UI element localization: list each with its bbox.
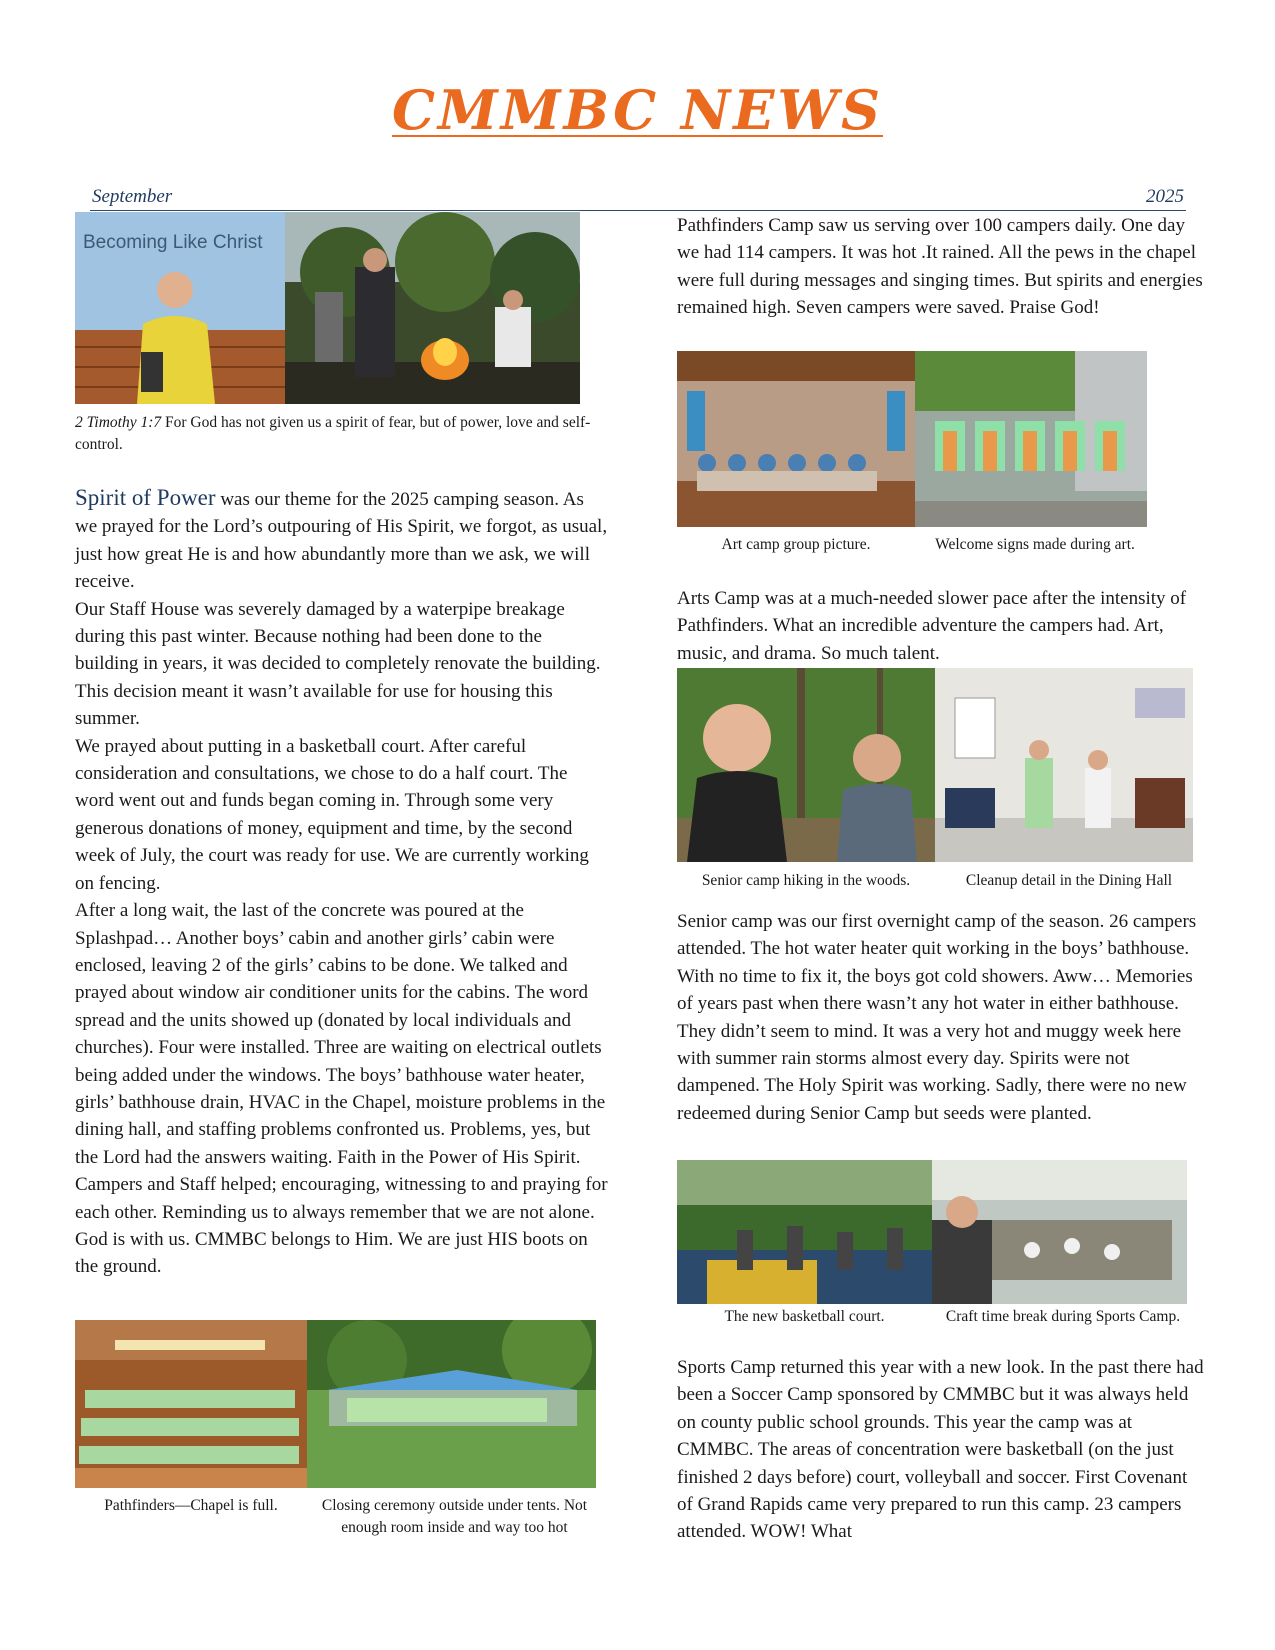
issue-month: September	[92, 186, 173, 207]
left-paragraph-4: After a long wait, the last of the concrete was poured at the Splashpad… Another boys’ cabin and another girls’ cabin were enclosed, leaving 2 of the girls’ cabins to be done. We talked and prayed about window air conditioner units for the cabins. The word spread and the units showed up (donated by local individuals and churches). Four were installed. Three are waiting on electrical outlets being added under the windows. The boys’ bathhouse water heater, girls’ bathhouse drain, HVAC in the Chapel, moisture problems in the dining hall, and staffing problems confronted us. Problems, yes, but the Lord had the answers waiting. Faith in the Power of His Spirit. Campers and Staff helped; encouraging, witnessing to and praying for each other. Reminding us to always remember that we are not alone. God is with us. CMMBC belongs to Him. We are just HIS boots on the ground.	[75, 900, 608, 1278]
dining-hall-caption: Cleanup detail in the Dining Hall	[965, 872, 1173, 889]
left-paragraph-2: Our Staff House was severely damaged by a waterpipe breakage during this past winter. Because nothing had been done to the building in years, it was decided to completely renovate the building. This decision meant it wasn’t available for use for housing this summer.	[75, 598, 601, 730]
newsletter-title: CMMBC NEWS	[391, 78, 884, 142]
verse-caption	[75, 412, 600, 456]
dining-hall-photo	[935, 668, 1193, 862]
craft-break-photo	[932, 1160, 1187, 1304]
chapel-photo	[75, 1320, 307, 1488]
art-camp-caption: Art camp group picture.	[721, 536, 871, 553]
dateline	[90, 186, 1186, 211]
left-article	[75, 484, 610, 1281]
speaker-photo	[75, 212, 285, 404]
hiking-caption: Senior camp hiking in the woods.	[701, 872, 911, 889]
issue-year: 2025	[1146, 186, 1184, 207]
basketball-court-photo	[677, 1160, 932, 1304]
welcome-signs-photo	[915, 351, 1147, 527]
hiking-photo	[677, 668, 935, 862]
pathfinders-paragraph: Pathfinders Camp saw us serving over 100 campers daily. One day we had 114 campers. It was hot .It rained. All the pews in the chapel were full during messages and singing times. But spirits and energies remained high. Seven campers were saved. Praise God!	[677, 215, 1203, 319]
arts-paragraph: Arts Camp was at a much-needed slower pace after the intensity of Pathfinders. What an incredible adventure the campers had. Art, music, and drama. So much talent.	[677, 588, 1187, 664]
sports-paragraph: Sports Camp returned this year with a new look. In the past there had been a Soccer Camp sponsored by CMMBC but it was always held on county public school grounds. This year the camp was at CMMBC. The areas of concentration were basketball (on the just finished 2 days before) court, volleyball and soccer. First Covenant of Grand Rapids came very prepared to run this camp. 23 campers attended. WOW! What	[677, 1357, 1204, 1543]
tents-photo	[307, 1320, 596, 1488]
basketball-court-caption: The new basketball court.	[724, 1308, 885, 1325]
tents-caption: Closing ceremony outside under tents. Not enough room inside and way too hot	[321, 1497, 588, 1536]
left-paragraph-3: We prayed about putting in a basketball court. After careful consideration and consultations, we chose to do a half court. The word went out and funds began coming in. Through some very generous donations of money, equipment and time, by the second week of July, the court was ready for use. We are currently working on fencing.	[75, 735, 589, 894]
left-paragraph-1: was our theme for the 2025 camping season. As we prayed for the Lord’s outpouring of His Spirit, we forgot, as usual, just how great He is and how abundantly more than we ask, we will receive.	[75, 489, 608, 593]
slide-text: Becoming Like Christ	[83, 232, 263, 253]
verse-reference: 2 Timothy 1:7	[75, 414, 162, 431]
chapel-caption: Pathfinders—Chapel is full.	[104, 1497, 278, 1514]
verse-text: For God has not given us a spirit of fear, but of power, love and self-control.	[75, 414, 591, 453]
senior-paragraph: Senior camp was our first overnight camp of the season. 26 campers attended. The hot water heater quit working in the boys’ bathhouse. With no time to fix it, the boys got cold showers. Aww… Memories of years past when there wasn’t any hot water in either bathhouse. They didn’t seem to mind. It was a very hot and muggy week here with summer rain storms almost every day. Spirits were not dampened. The Holy Spirit was working. Sadly, there were no new redeemed during Senior Camp but seeds were planted.	[677, 911, 1197, 1124]
welcome-signs-caption: Welcome signs made during art.	[935, 536, 1135, 553]
craft-break-caption: Craft time break during Sports Camp.	[945, 1308, 1181, 1325]
theme-lead: Spirit of Power	[75, 485, 216, 510]
art-camp-photo	[677, 351, 915, 527]
campfire-photo	[285, 212, 580, 404]
